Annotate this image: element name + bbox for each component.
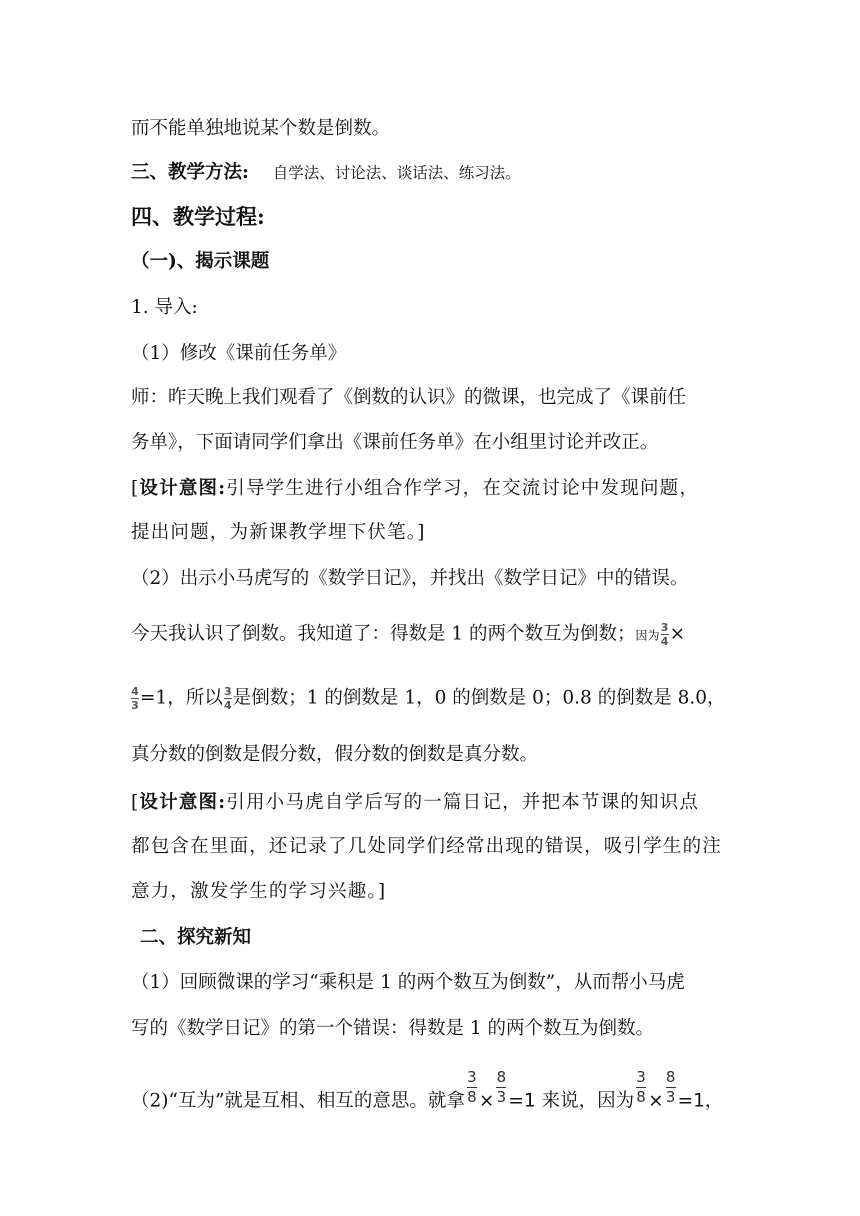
fraction-8-3 (666, 1070, 676, 1105)
text: （2）出示小马虎写的《数学日记》，并找出《数学日记》中的错误。 (131, 568, 689, 589)
paragraph-line-19 (131, 974, 685, 993)
bracket: [ (131, 792, 140, 813)
times-sign: × (648, 1090, 664, 1112)
text: 都包含在里面，还记录了几处同学们经常出现的错误，吸引学生的注 (131, 836, 723, 857)
text: 意力，激发学生的学习兴趣。] (131, 881, 387, 902)
intent-heading: 设计意图: (139, 792, 227, 813)
diary-line-3 (131, 746, 538, 765)
paragraph-line-1 (131, 120, 390, 139)
paragraph-line-20 (131, 1020, 654, 1039)
text: 写的《数学日记》的第一个错误：得数是 1 的两个数互为倒数。 (131, 1018, 655, 1039)
text: 务单》，下面请同学们拿出《课前任务单》在小组里讨论并改正。 (131, 432, 659, 453)
paragraph-line-11 (131, 570, 689, 589)
design-intent-2 (131, 794, 699, 813)
numerator: 4 (131, 685, 139, 698)
numerator: 8 (496, 1068, 507, 1086)
denominator: 8 (467, 1088, 477, 1106)
denominator: 3 (131, 699, 139, 712)
text: 真分数的倒数是假分数，假分数的倒数是真分数。 (131, 744, 539, 765)
design-intent-2-cont-2 (131, 883, 386, 902)
intent-heading: 设计意图: (139, 478, 227, 499)
intent-body: 引用小马虎自学后写的一篇日记，并把本节课的知识点 (226, 792, 700, 813)
intent-body: 引导学生进行小组合作学习，在交流讨论中发现问题， (226, 478, 700, 499)
section-teaching-methods (131, 164, 521, 183)
paragraph-line-6 (131, 345, 346, 364)
numerator: 3 (660, 621, 669, 634)
fraction-8-3 (496, 1070, 506, 1105)
section-teaching-process (131, 206, 265, 227)
section-heading: 四、教学过程: (131, 204, 265, 229)
subsection-reveal-topic (131, 253, 269, 272)
text: 师：昨天晚上我们观看了《倒数的认识》的微课，也完成了《课前任 (131, 387, 687, 408)
text: 提出问题，为新课教学埋下伏笔。] (131, 522, 426, 543)
times-sign: × (669, 623, 686, 645)
text: （1）回顾微课的学习“乘积是 1 的两个数互为倒数”，从而帮小马虎 (131, 972, 685, 993)
fraction-3-8 (467, 1070, 477, 1105)
subsection-heading: （一)、揭示课题 (131, 251, 270, 272)
design-intent-1 (131, 480, 699, 499)
fraction-3-4 (224, 686, 232, 711)
fraction-3-4 (661, 622, 669, 647)
text: （1）修改《课前任务单》 (131, 343, 347, 364)
design-intent-1-cont (131, 524, 426, 543)
text: 今天我认识了倒数。我知道了：得数是 1 的两个数互为倒数； (131, 623, 636, 645)
numerator: 3 (467, 1068, 477, 1086)
text: =1， (677, 1090, 724, 1112)
times-sign: × (478, 1090, 495, 1112)
paragraph-line-5 (131, 299, 198, 318)
diary-line-2 (131, 686, 726, 711)
section-heading: 二、探究新知 (140, 927, 252, 948)
numerator: 3 (223, 685, 232, 698)
section-heading: 三、教学方法: (131, 162, 249, 183)
bracket: [ (131, 478, 140, 499)
design-intent-2-cont-1 (131, 838, 722, 857)
denominator: 4 (223, 699, 232, 712)
denominator: 4 (660, 635, 669, 648)
section-body: 自学法、讨论法、谈话法、练习法。 (272, 164, 521, 182)
paragraph-line-7 (131, 389, 686, 408)
fraction-3-8 (636, 1070, 646, 1105)
numerator: 8 (665, 1068, 676, 1086)
section-explore-new (140, 929, 251, 948)
text: =1 来说，因为 (508, 1090, 635, 1112)
denominator: 8 (636, 1088, 646, 1106)
paragraph-line-8 (131, 434, 658, 453)
text: 是倒数；1 的倒数是 1，0 的倒数是 0；0.8 的倒数是 8.0， (232, 687, 726, 709)
diary-line-1 (131, 622, 685, 647)
text: 而不能单独地说某个数是倒数。 (131, 118, 391, 139)
text: =1，所以 (140, 687, 223, 709)
paragraph-line-21 (131, 1068, 724, 1119)
denominator: 3 (665, 1088, 676, 1106)
denominator: 3 (496, 1088, 507, 1106)
numerator: 3 (636, 1068, 646, 1086)
text: 1. 导入: (131, 297, 198, 318)
text: （2)“互为”就是互相、相互的意思。就拿 (131, 1090, 465, 1112)
fraction-4-3 (131, 686, 139, 711)
text: 因为 (635, 628, 660, 643)
